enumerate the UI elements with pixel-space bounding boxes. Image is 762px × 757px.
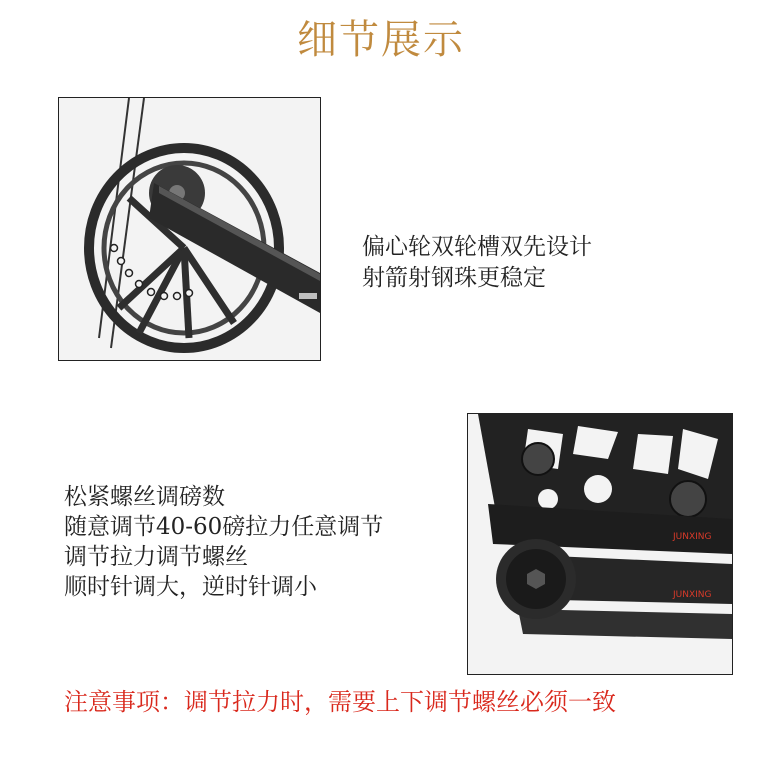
svg-text:JUNXING: JUNXING <box>673 590 712 600</box>
screw-description-line-4: 顺时针调大，逆时针调小 <box>64 574 317 600</box>
screw-description-line-2: 随意调节40-60磅拉力任意调节 <box>64 514 384 540</box>
cam-description <box>362 232 592 294</box>
page-title: 细节展示 <box>297 17 465 63</box>
limb-screw-photo <box>467 413 733 675</box>
screw-description <box>64 482 383 602</box>
screw-description-line-1: 松紧螺丝调磅数 <box>64 484 225 510</box>
screw-description-line-3: 调节拉力调节螺丝 <box>64 544 248 570</box>
caution-note: 注意事项：调节拉力时，需要上下调节螺丝必须一致 <box>64 688 616 716</box>
cam-description-line-1: 偏心轮双轮槽双先设计 <box>362 234 592 260</box>
svg-text:JUNXING: JUNXING <box>673 532 712 542</box>
cam-wheel-photo <box>58 97 321 361</box>
cam-description-line-2: 射箭射钢珠更稳定 <box>362 265 546 291</box>
